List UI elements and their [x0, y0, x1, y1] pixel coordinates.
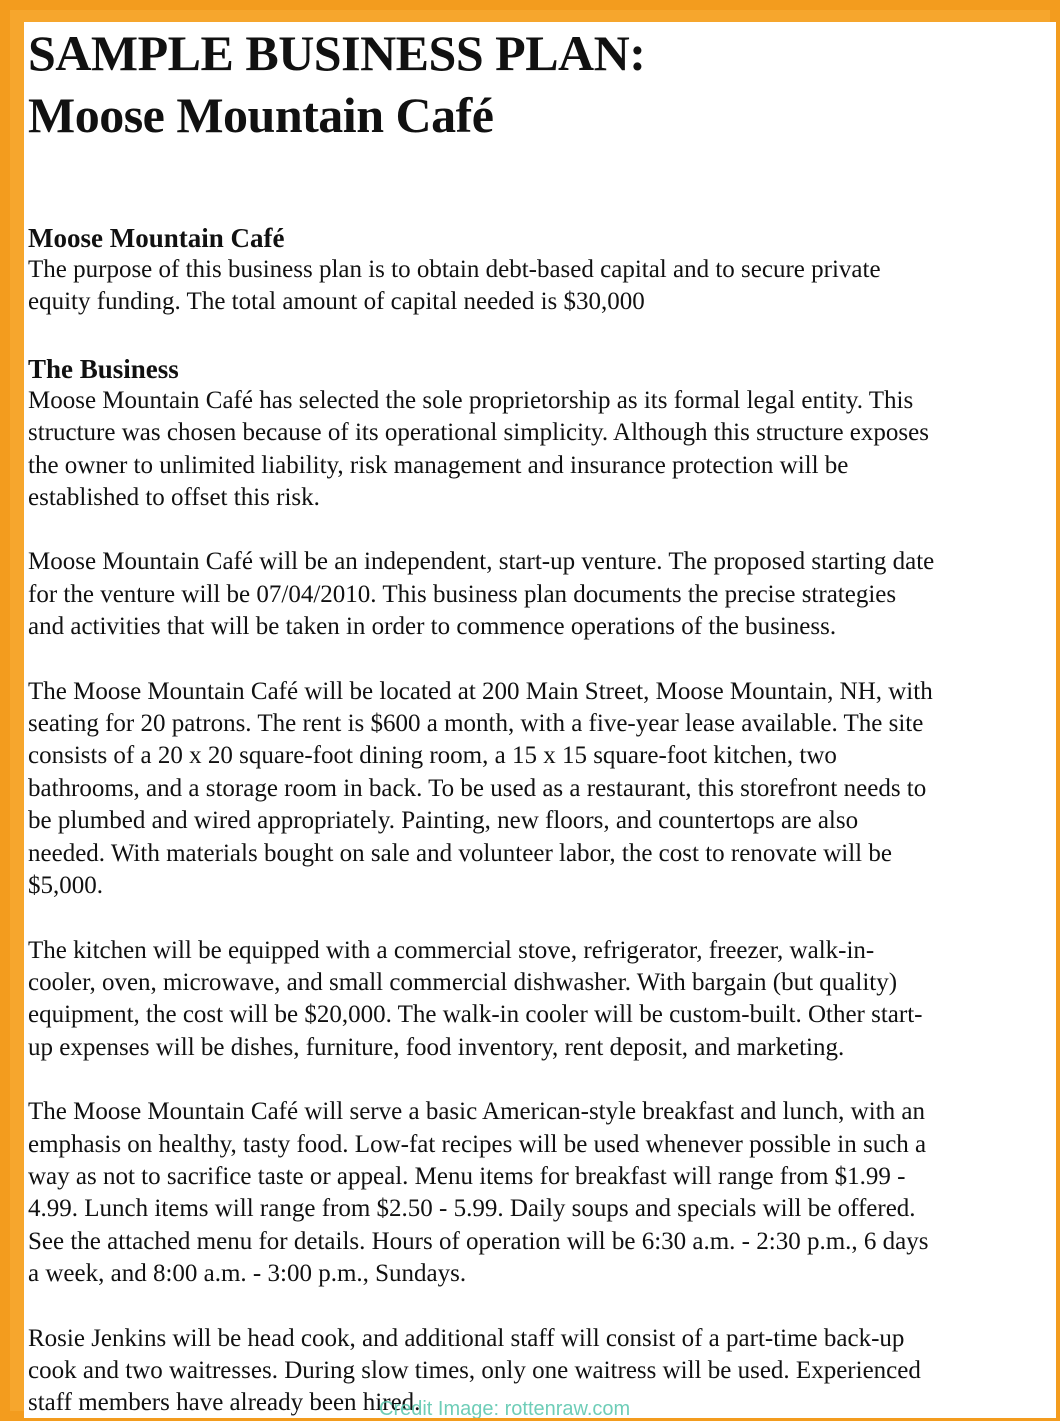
document-body [28, 22, 1056, 1418]
paragraph-startup: Moose Mountain Café will be an independent, start-up venture. The proposed starting date for the venture will be 07/04/2010. This business plan documents the precise strategies and activities that will be taken in order to commence operations of the business. [28, 548, 935, 641]
spacer [28, 1291, 1056, 1323]
spacer [28, 319, 1056, 353]
credit-watermark: Credit Image: rottenraw.com [379, 1398, 631, 1418]
section-overview [28, 222, 1056, 319]
paragraph-staff: Rosie Jenkins will be head cook, and additional staff will consist of a part-time back-up cook and two waitresses. During slow times, only one waitress will be used. Experienced staff members have already been hired. [28, 1324, 921, 1417]
section-text: Moose Mountain Café has selected the sole proprietorship as its formal legal entity. This structure was chosen because of its operational simplicity. Although this structure exposes the owner to unlimited liability, risk management and insurance protection will be established to offset this risk. [28, 386, 929, 512]
spacer [28, 514, 1056, 546]
spacer [28, 146, 1056, 222]
section-heading: The Business [28, 353, 179, 384]
paragraph-kitchen: The kitchen will be equipped with a commercial stove, refrigerator, freezer, walk-in- cooler, oven, microwave, and small commercial dishwasher. With bargain (but quality) equipment, the cost will be $20,000. The walk-in cooler will be custom-built. Other start- up expenses will be dishes, furniture, food inventory, rent deposit, and marketing. [28, 936, 923, 1061]
document-title [28, 22, 1056, 146]
document-page [24, 22, 1056, 1418]
section-text: The purpose of this business plan is to obtain debt-based capital and to secure private equity funding. The total amount of capital needed is $30,000 [28, 256, 881, 316]
section-heading: Moose Mountain Café [28, 223, 285, 253]
spacer [28, 903, 1056, 935]
title-line-1: SAMPLE BUSINESS PLAN: [28, 25, 646, 81]
title-line-2: Moose Mountain Café [28, 87, 494, 143]
section-the-business [28, 353, 1056, 515]
spacer [28, 644, 1056, 676]
paragraph-menu: The Moose Mountain Café will serve a basic American-style breakfast and lunch, with an emphasis on healthy, tasty food. Low-fat recipes will be used whenever possible in such a way as not to sacrifice taste or appeal. Menu items for breakfast will range from $1.99 - 4.99. Lunch items will range from $2.50 - 5.99. Daily soups and specials will be offered. See the attached menu for details. Hours of operation will be 6:30 a.m. - 2:30 p.m., 6 days a week, and 8:00 a.m. - 3:00 p.m., Sundays. [28, 1098, 929, 1288]
spacer [28, 1064, 1056, 1096]
paragraph-location: The Moose Mountain Café will be located at 200 Main Street, Moose Mountain, NH, with seating for 20 patrons. The rent is $600 a month, with a five-year lease available. The site consists of a 20 x 20 square-foot dining room, a 15 x 15 square-foot kitchen, two bathrooms, and a storage room in back. To be used as a restaurant, this storefront needs to be plumbed and wired appropriately. Painting, new floors, and countertops are also needed. With materials bought on sale and volunteer labor, the cost to renovate will be $5,000. [28, 677, 933, 900]
